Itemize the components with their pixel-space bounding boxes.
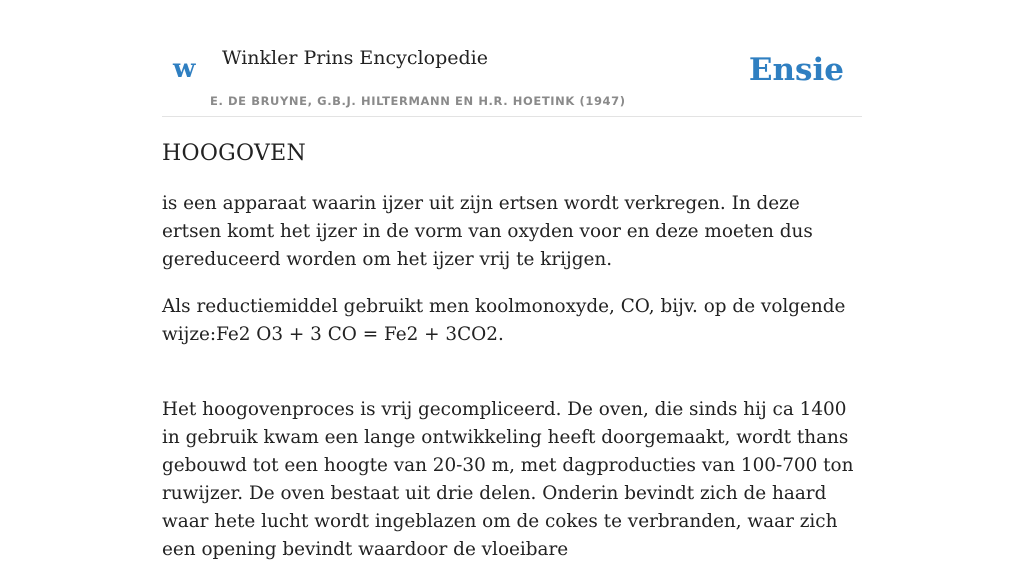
article-paragraph: is een apparaat waarin ijzer uit zijn ertsen wordt verkregen. In deze ertsen komt het ijzer in de vorm van oxyden voor en deze moeten dus gereduceerd worden om het ijzer vrij te krijgen. [162,193,813,270]
article-paragraph: Het hoogovenproces is vrij gecompliceerd. De oven, die sinds hij ca 1400 in gebruik kwam een lange ontwikkeling heeft doorgemaakt, wordt thans gebouwd tot een hoogte van 20-30 m, met dagproducties van 100-700 ton ruwijzer. De oven bestaat uit drie delen. Onderin bevindt zich de haard waar hete lucht wordt ingeblazen om de cokes te verbranden, waar zich een opening bevindt waardoor de vloeibare [162,399,854,560]
article-paragraph: Als reductiemiddel gebruikt men koolmonoxyde, CO, bijv. op de volgende wijze:Fe2 O3 + 3 CO = Fe2 + 3CO2. [162,296,846,345]
article-title: HOOGOVEN [162,141,307,166]
source-header [162,0,862,117]
article [162,138,864,583]
source-title: Winkler Prins Encyclopedie [222,47,488,69]
source-authors: E. DE BRUYNE, G.B.J. HILTERMANN EN H.R. HOETINK (1947) [210,94,626,108]
source-logo-link[interactable]: w [173,54,196,84]
ensie-brand-logo[interactable]: Ensie [748,52,844,88]
